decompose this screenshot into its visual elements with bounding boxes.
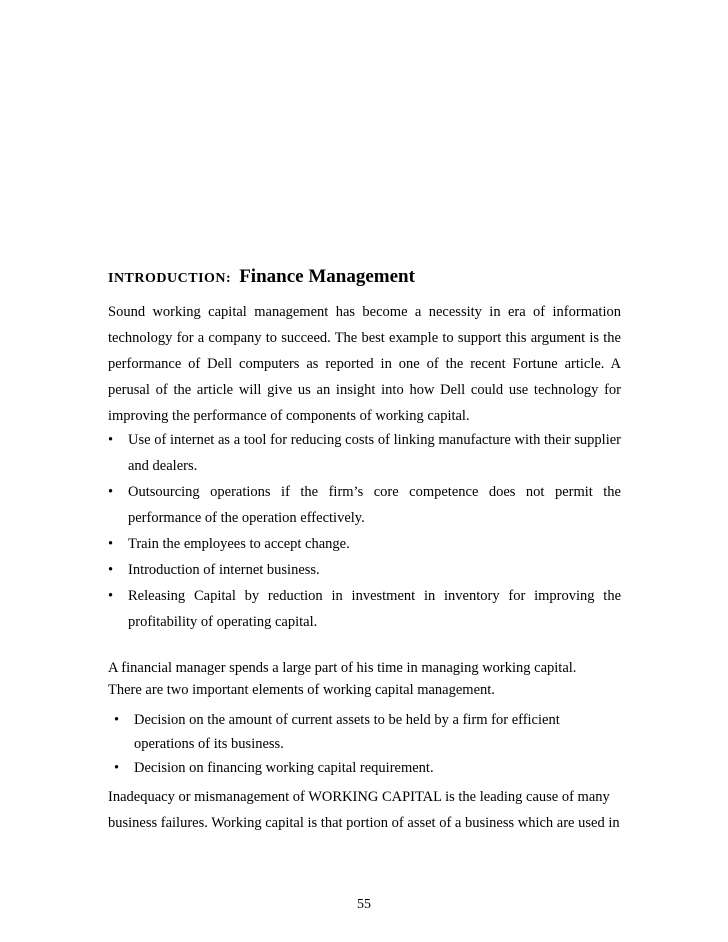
bullet-icon: • xyxy=(108,484,114,500)
dell-points-list xyxy=(108,427,621,635)
elements-list xyxy=(108,708,620,780)
list-item-text: Decision on the amount of current assets to be held by a firm for efficient operations of its business. xyxy=(134,712,560,752)
bullet-icon: • xyxy=(108,432,114,448)
list-item xyxy=(108,583,621,635)
bullet-icon: • xyxy=(108,536,114,552)
heading-title: Finance Management xyxy=(239,266,415,287)
list-item xyxy=(108,479,621,531)
list-item-text: Outsourcing operations if the firm’s core competence does not permit the performance of the operation effectively. xyxy=(128,484,621,526)
list-item-text: Use of internet as a tool for reducing costs of linking manufacture with their supplier and dealers. xyxy=(128,432,621,474)
closing-paragraph: Inadequacy or mismanagement of WORKING CAPITAL is the leading cause of many business failures. Working capital is that portion of asset of a business which are used in xyxy=(108,789,620,831)
bullet-icon: • xyxy=(114,712,120,728)
manager-line-1: A financial manager spends a large part of his time in managing working capital. xyxy=(108,660,577,676)
bullet-icon: • xyxy=(108,562,114,578)
section-heading xyxy=(108,266,415,288)
list-item-text: Introduction of internet business. xyxy=(128,562,320,578)
list-item-text: Releasing Capital by reduction in investment in inventory for improving the profitability of operating capital. xyxy=(128,588,621,630)
page-number: 55 xyxy=(357,897,371,912)
intro-paragraph: Sound working capital management has become a necessity in era of information technology for a company to succeed. The best example to support this argument is the performance of Dell computers as reported in one of the recent Fortune article. A perusal of the article will give us an insight into how Dell could use technology for improving the performance of components of working capital. xyxy=(108,304,621,424)
list-item xyxy=(108,427,621,479)
list-item-text: Decision on financing working capital requirement. xyxy=(134,760,434,776)
list-item xyxy=(108,708,620,756)
heading-label: INTRODUCTION: xyxy=(108,271,232,286)
manager-line-2: There are two important elements of working capital management. xyxy=(108,682,495,698)
list-item xyxy=(108,756,620,780)
bullet-icon: • xyxy=(114,760,120,776)
bullet-icon: • xyxy=(108,588,114,604)
list-item xyxy=(108,531,621,557)
list-item xyxy=(108,557,621,583)
list-item-text: Train the employees to accept change. xyxy=(128,536,350,552)
manager-paragraph xyxy=(108,657,628,701)
